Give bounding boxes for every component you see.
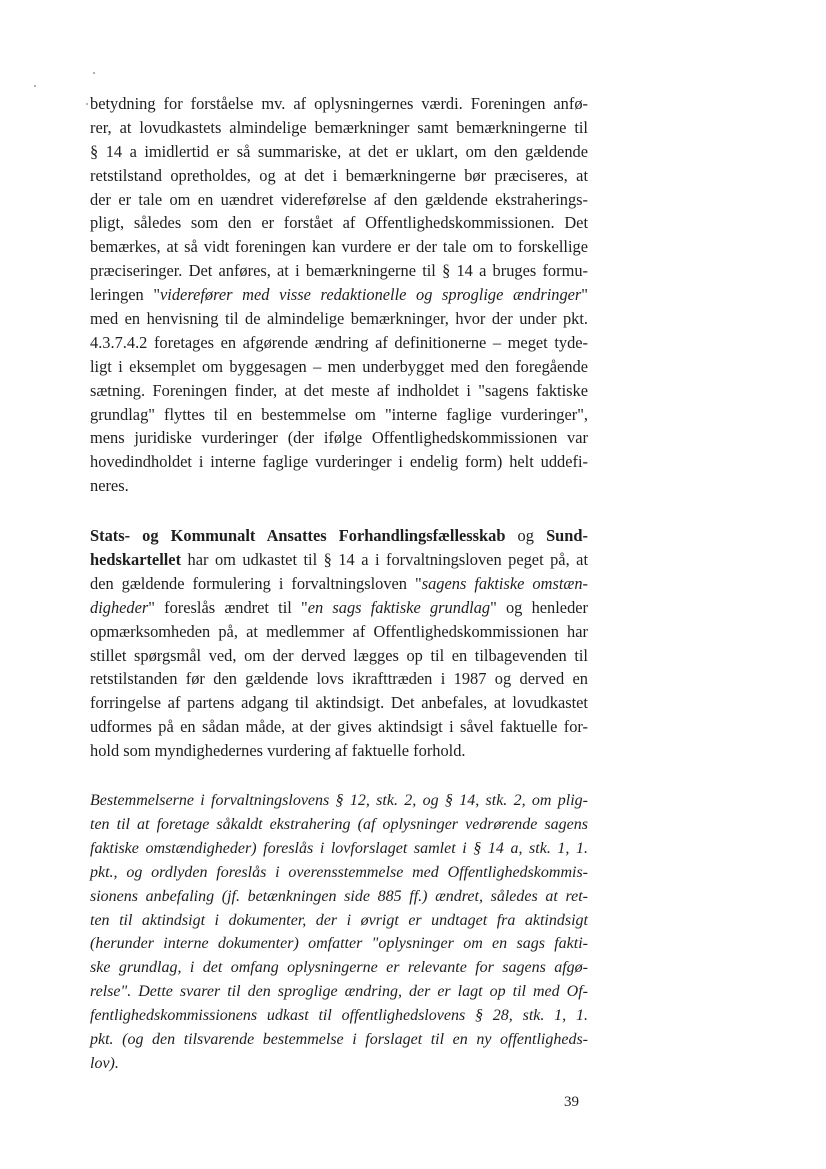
text-run: har om udkastet til § 14 a i forvaltningsloven peget på, at xyxy=(181,550,588,570)
text-line: (herunder interne dokumenter) omfatter "oplysninger om en sags fakti- xyxy=(90,935,588,953)
scan-speck xyxy=(34,85,36,87)
text-line: fentlighedskommissionens udkast til offentlighedslovens § 28, stk. 1, 1. xyxy=(90,1007,588,1025)
scan-speck xyxy=(86,103,88,105)
text-line xyxy=(90,572,588,596)
text-line: forringelse af partens adgang til aktindsigt. Det anbefales, at lovudkastet xyxy=(90,693,588,713)
scan-speck xyxy=(93,72,95,74)
text-line: lov). xyxy=(90,1054,119,1072)
text-run: " og henleder xyxy=(490,597,588,617)
text-line: pkt., og ordlyden foreslås i overensstemmelse med Offentlighedskommis- xyxy=(90,863,588,881)
text-line: pligt, således som den er forstået af Offentlighedskommissionen. Det xyxy=(90,213,588,233)
quoted-phrase: viderefører med visse redaktionelle og sproglige ændringer xyxy=(160,285,582,305)
paragraph-1 xyxy=(90,92,588,498)
paragraph-2 xyxy=(90,524,588,763)
quoted-phrase: sagens faktiske omstæn- xyxy=(421,573,588,593)
text-line: 4.3.7.4.2 foretages en afgørende ændring af definitionerne – meget tyde- xyxy=(90,332,588,352)
text-line: pkt. (og den tilsvarende bestemmelse i forslaget til en ny offentligheds- xyxy=(90,1030,588,1048)
text-line: relse". Dette svarer til den sproglige ændring, der er lagt op til med Of- xyxy=(90,983,588,1001)
text-line: præciseringer. Det anføres, at i bemærkningerne til § 14 a bruges formu- xyxy=(90,261,588,281)
text-run: den gældende formulering i forvaltningsloven " xyxy=(90,573,422,593)
text-line xyxy=(90,596,588,620)
text-line: bemærkes, at så vidt foreningen kan vurdere er der tale om to forskellige xyxy=(90,237,588,257)
text-line: § 14 a imidlertid er så summariske, at det er uklart, om den gældende xyxy=(90,141,588,161)
text-line: rer, at lovudkastets almindelige bemærkninger samt bemærkningerne til xyxy=(90,117,588,137)
text-run: leringen " xyxy=(90,285,161,305)
text-line xyxy=(90,283,588,307)
text-line: retstilstanden før den gældende lovs ikrafttræden i 1987 og derved en xyxy=(90,669,588,689)
organization-name: Stats- og Kommunalt Ansattes Forhandlingsfællesskab xyxy=(90,526,506,546)
text-line xyxy=(90,524,588,548)
quoted-phrase: digheder xyxy=(90,597,149,617)
text-line: hold som myndighedernes vurdering af faktuelle forhold. xyxy=(90,741,466,761)
text-line: udformes på en sådan måde, at der gives aktindsigt i såvel faktuelle for- xyxy=(90,717,588,737)
text-line: ten til aktindsigt i dokumenter, der i øvrigt er undtaget fra aktindsigt xyxy=(90,911,588,929)
text-line: mens juridiske vurderinger (der ifølge Offentlighedskommissionen var xyxy=(90,428,588,448)
text-run: og xyxy=(505,526,547,546)
page-number: 39 xyxy=(564,1094,579,1110)
paragraph-3-italic-commentary xyxy=(90,789,588,1076)
text-line: med en henvisning til de almindelige bemærkninger, hvor der under pkt. xyxy=(90,309,588,329)
text-line: betydning for forståelse mv. af oplysningernes værdi. Foreningen anfø- xyxy=(90,94,588,113)
text-line: stillet spørgsmål ved, om der derved lægges op til en tilbagevenden til xyxy=(90,645,588,665)
text-line: faktiske omstændigheder) foreslås i lovforslaget samlet i § 14 a, stk. 1, 1. xyxy=(90,839,588,857)
organization-name: hedskartellet xyxy=(90,550,182,570)
document-page xyxy=(90,92,588,1076)
organization-name: Sund- xyxy=(546,526,588,546)
text-line xyxy=(90,548,588,572)
text-line: retstilstand opretholdes, og at det i bemærkningerne bør præciseres, at xyxy=(90,165,588,185)
text-line: ligt i eksemplet om byggesagen – men underbygget med den foregående xyxy=(90,356,588,376)
text-run: " foreslås ændret til " xyxy=(148,597,308,617)
text-line: opmærksomheden på, at medlemmer af Offentlighedskommissionen har xyxy=(90,621,588,641)
text-line: grundlag" flyttes til en bestemmelse om "interne faglige vurderinger", xyxy=(90,404,588,424)
text-line: sætning. Foreningen finder, at det meste af indholdet i "sagens faktiske xyxy=(90,380,588,400)
text-line: neres. xyxy=(90,476,129,496)
text-line: ske grundlag, i det omfang oplysningerne er relevante for sagens afgø- xyxy=(90,959,588,977)
text-line: Bestemmelserne i forvaltningslovens § 12, stk. 2, og § 14, stk. 2, om plig- xyxy=(90,792,588,810)
text-line: ten til at foretage såkaldt ekstrahering (af oplysninger vedrørende sagens xyxy=(90,815,588,833)
quoted-phrase: en sags faktiske grundlag xyxy=(307,597,491,617)
text-line: der er tale om en uændret videreførelse af den gældende ekstraherings- xyxy=(90,189,588,209)
text-run: " xyxy=(581,285,588,305)
text-line: sionens anbefaling (jf. betænkningen side 885 ff.) ændret, således at ret- xyxy=(90,887,588,905)
text-line: hovedindholdet i interne faglige vurderinger i endelig form) helt uddefi- xyxy=(90,452,588,472)
